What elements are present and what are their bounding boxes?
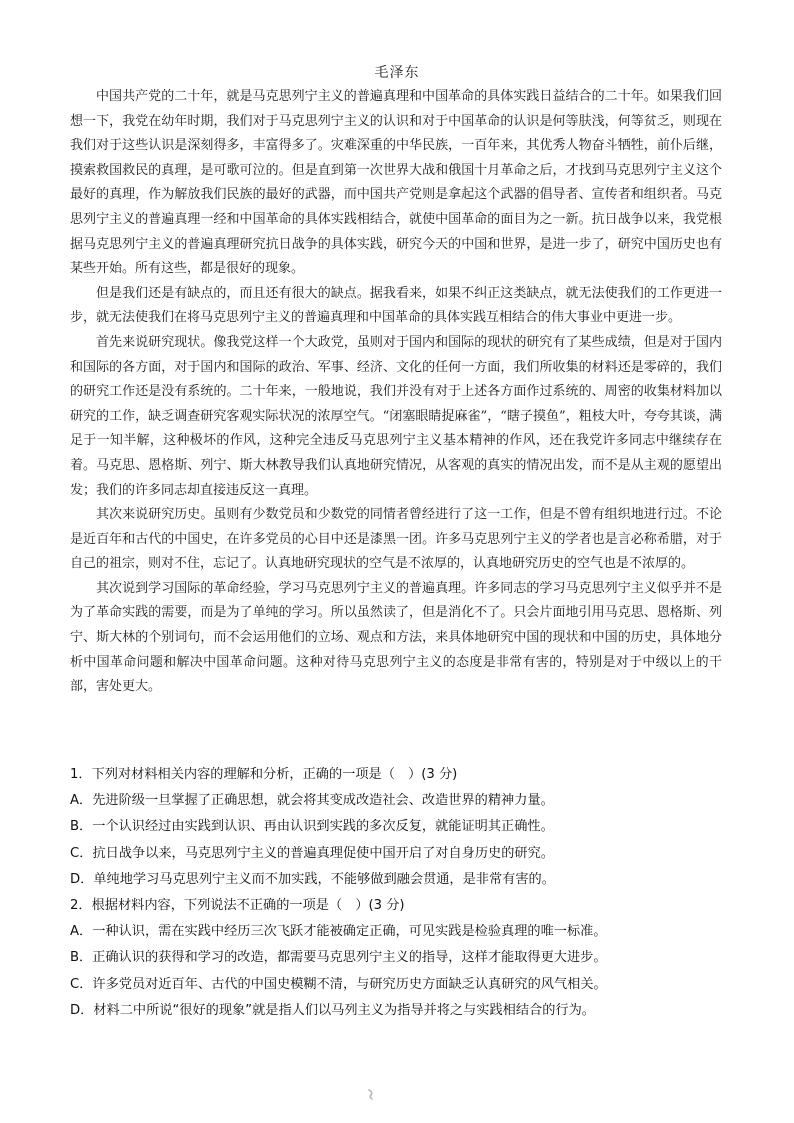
paragraph-5: 其次说到学习国际的革命经验，学习马克思列宁主义的普遍真理。许多同志的学习马克思列宁主义似乎并不是为了革命实践的需要，而是为了单纯的学习。所以虽然读了，但是消化不了。只会片面地引用马克思、恩格斯、列宁、斯大林的个别词句，而不会运用他们的立场、观点和方法，来具体地研究中国的现状和中国的历史，具体地分析中国革命问题和解决中国革命问题。这种对待马克思列宁主义的态度是非常有害的，特别是对于中级以上的干部，害处更大。 (70, 580, 722, 695)
question-1-option-d: D．单纯地学习马克思列宁主义而不加实践，不能够做到融会贯通，是非常有害的。 (70, 871, 555, 887)
paragraph-2: 但是我们还是有缺点的，而且还有很大的缺点。据我看来，如果不纠正这类缺点，就无法使我们的工作更进一步，就无法使我们在将马克思列宁主义的普遍真理和中国革命的具体实践互相结合的伟大事业中更进一步。 (70, 285, 722, 326)
question-2-option-c: C．许多党员对近百年、古代的中国史模糊不清，与研究历史方面缺乏认真研究的风气相关。 (70, 976, 607, 992)
author-name: 毛泽东 (374, 65, 420, 81)
paragraph-3: 首先来说研究现状。像我党这样一个大政党，虽则对于国内和国际的现状的研究有了某些成绩，但是对于国内和国际的各方面，对于国内和国际的政治、军事、经济、文化的任何一方面，我们所收集的材料还是零碎的，我们的研究工作还是没有系统的。二十年来，一般地说，我们并没有对于上述各方面作过系统的、周密的收集材料加以研究的工作，缺乏调查研究客观实际状况的浓厚空气。“闭塞眼睛捉麻雀”，“瞎子摸鱼”，粗枝大叶，夸夸其谈，满足于一知半解，这种极坏的作风，这种完全违反马克思列宁主义基本精神的作风，还在我党许多同志中继续存在着。马克思、恩格斯、列宁、斯大林教导我们认真地研究情况，从客观的真实的情况出发，而不是从主观的愿望出发；我们的许多同志却直接违反这一真理。 (70, 334, 722, 498)
essay-body (70, 85, 722, 700)
question-1-option-b: B．一个认识经过由实践到认识、再由认识到实践的多次反复，就能证明其正确性。 (70, 819, 554, 835)
question-2-option-b: B．正确认识的获得和学习的改造，都需要马克思列宁主义的指导，这样才能取得更大进步。 (70, 950, 607, 966)
question-2-stem: 2．根据材料内容，下列说法不正确的一项是（ ）(3 分) (70, 898, 405, 914)
question-2-option-a: A．一种认识，需在实践中经历三次飞跃才能被确定正确，可见实践是检验真理的唯一标准。 (70, 924, 607, 940)
questions-section (70, 762, 730, 1024)
paragraph-1: 中国共产党的二十年，就是马克思列宁主义的普遍真理和中国革命的具体实践日益结合的二十年。如果我们回想一下，我党在幼年时期，我们对于马克思列宁主义的认识和对于中国革命的认识是何等肤浅，何等贫乏，则现在我们对于这些认识是深刻得多，丰富得多了。灾难深重的中华民族，一百年来，其优秀人物奋斗牺牲，前仆后继，摸索救国救民的真理，是可歌可泣的。但是直到第一次世界大战和俄国十月革命之后，才找到马克思列宁主义这个最好的真理，作为解放我们民族的最好的武器，而中国共产党则是拿起这个武器的倡导者、宣传者和组织者。马克思列宁主义的普遍真理一经和中国革命的具体实践相结合，就使中国革命的面目为之一新。抗日战争以来，我党根据马克思列宁主义的普遍真理研究抗日战争的具体实践，研究今天的中国和世界，是进一步了，研究中国历史也有某些开始。所有这些，都是很好的现象。 (70, 89, 722, 277)
question-2-option-d: D．材料二中所说“很好的现象”就是指人们以马列主义为指导并将之与实践相结合的行为。 (70, 1002, 595, 1018)
question-1-option-a: A．先进阶级一旦掌握了正确思想，就会将其变成改造社会、改造世界的精神力量。 (70, 793, 554, 809)
scan-mark (366, 1088, 376, 1100)
question-1-option-c: C．抗日战争以来，马克思列宁主义的普遍真理促使中国开启了对自身历史的研究。 (70, 845, 554, 861)
question-1-stem: 1．下列对材料相关内容的理解和分析，正确的一项是（ ）(3 分) (70, 767, 458, 782)
paragraph-4: 其次来说研究历史。虽则有少数党员和少数党的同情者曾经进行了这一工作，但是不曾有组织地进行过。不论是近百年和古代的中国史，在许多党员的心目中还是漆黑一团。许多马克思列宁主义的学者也是言必称希腊，对于自己的祖宗，则对不住，忘记了。认真地研究现状的空气是不浓厚的，认真地研究历史的空气也是不浓厚的。 (70, 507, 722, 572)
